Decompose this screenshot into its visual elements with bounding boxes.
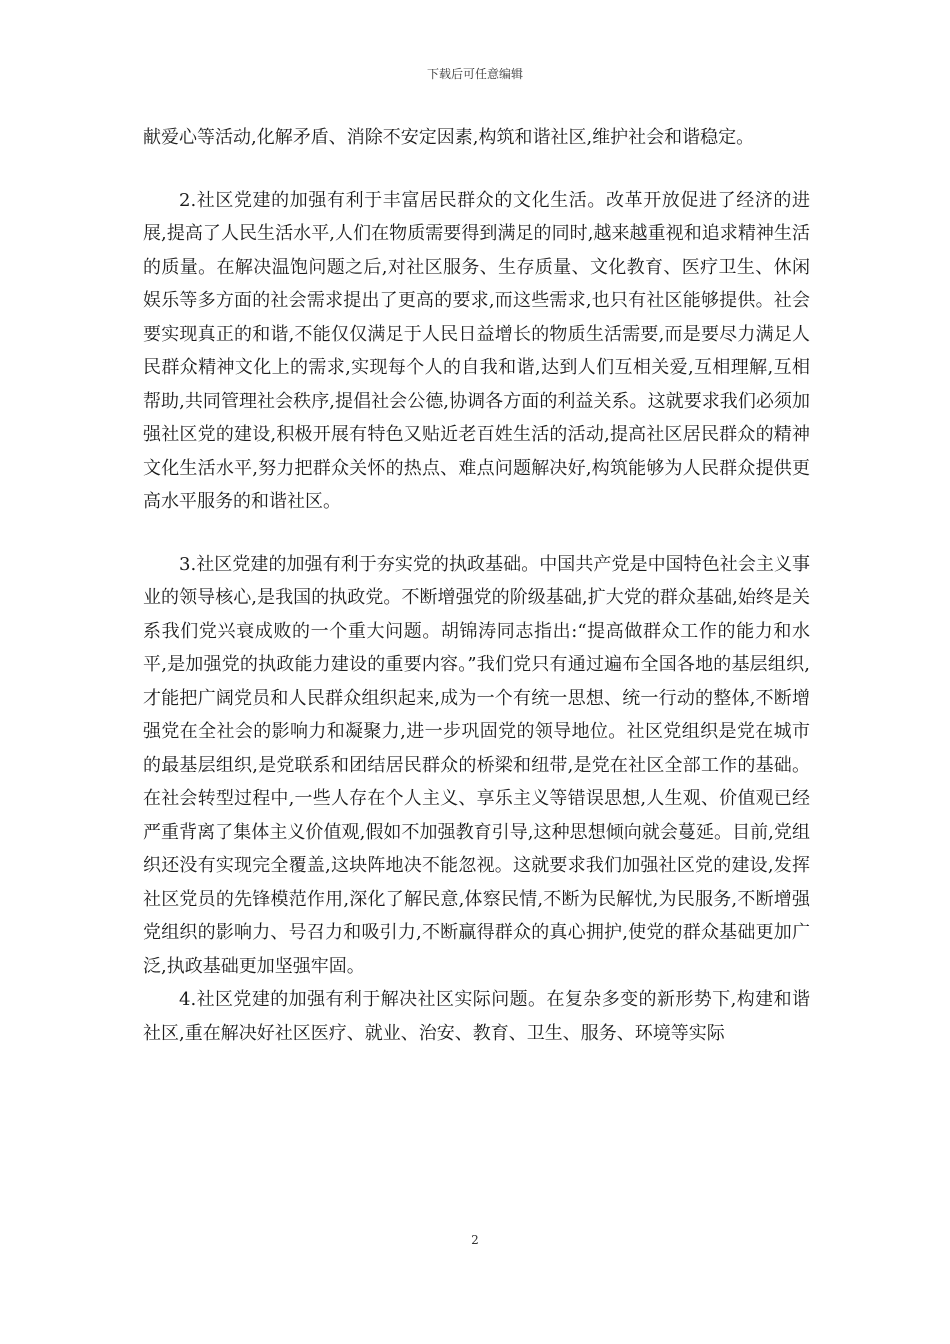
paragraph-continuation: 献爱心等活动,化解矛盾、消除不安定因素,构筑和谐社区,维护社会和谐稳定。	[143, 127, 755, 148]
paragraph-4: 4.社区党建的加强有利于解决社区实际问题。在复杂多变的新形势下,构建和谐社区,重在解决好社区医疗、就业、治安、教育、卫生、服务、环境等实际	[143, 989, 810, 1044]
paragraph-2: 2.社区党建的加强有利于丰富居民群众的文化生活。改革开放促进了经济的进展,提高了人民生活水平,人们在物质需要得到满足的同时,越来越重视和追求精神生活的质量。在解决温饱问题之后,对社区服务、生存质量、文化教育、医疗卫生、休闲娱乐等多方面的社会需求提出了更高的要求,而这些需求,也只有社区能够提供。社会要实现真正的和谐,不能仅仅满足于人民日益增长的物质生活需要,而是要尽力满足人民群众精神文化上的需求,实现每个人的自我和谐,达到人们互相关爱,互相理解,互相帮助,共同管理社会秩序,提倡社会公德,协调各方面的利益关系。这就要求我们必须加强社区党的建设,积极开展有特色又贴近老百姓生活的活动,提高社区居民群众的精神文化生活水平,努力把群众关怀的热点、难点问题解决好,构筑能够为人民群众提供更高水平服务的和谐社区。	[143, 189, 810, 512]
page-header: 下载后可任意编辑	[426, 67, 523, 81]
document-body	[143, 121, 810, 1050]
paragraph-3: 3.社区党建的加强有利于夯实党的执政基础。中国共产党是中国特色社会主义事业的领导核心,是我国的执政党。不断增强党的阶级基础,扩大党的群众基础,始终是关系我们党兴衰成败的一个重大问题。胡锦涛同志指出:“提高做群众工作的能力和水平,是加强党的执政能力建设的重要内容。”我们党只有通过遍布全国各地的基层组织,才能把广阔党员和人民群众组织起来,成为一个有统一思想、统一行动的整体,不断增强党在全社会的影响力和凝聚力,进一步巩固党的领导地位。社区党组织是党在城市的最基层组织,是党联系和团结居民群众的桥梁和纽带,是党在社区全部工作的基础。在社会转型过程中,一些人存在个人主义、享乐主义等错误思想,人生观、价值观已经严重背离了集体主义价值观,假如不加强教育引导,这种思想倾向就会蔓延。目前,党组织还没有实现完全覆盖,这块阵地决不能忽视。这就要求我们加强社区党的建设,发挥社区党员的先锋模范作用,深化了解民意,体察民情,不断为民解忧,为民服务,不断增强党组织的影响力、号召力和吸引力,不断赢得群众的真心拥护,使党的群众基础更加广泛,执政基础更加坚强牢固。	[143, 553, 810, 977]
page-number: 2	[471, 1233, 479, 1247]
